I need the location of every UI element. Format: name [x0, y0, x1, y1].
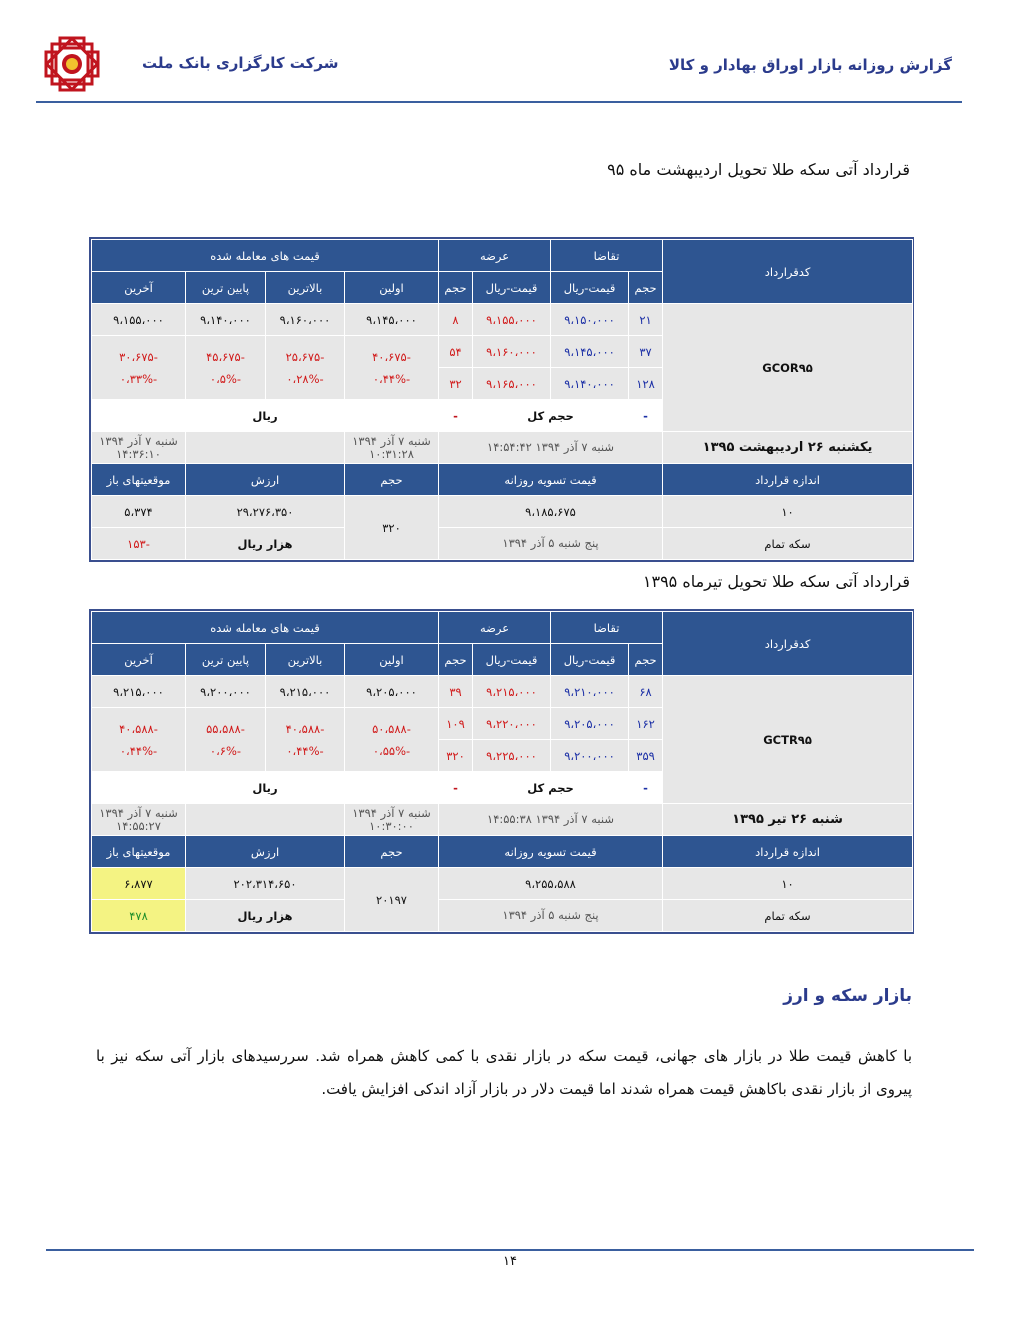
highest-price-header: بالاترین: [266, 644, 345, 676]
lowest-price-change: [186, 336, 266, 400]
ask-volume: ۳۹: [439, 676, 473, 708]
first-price-change: [345, 336, 439, 400]
lowest-price-change: [186, 708, 266, 772]
last-change-percent: -۰،۳۳%: [119, 371, 158, 386]
total-ask-dash: -: [439, 400, 473, 432]
coin-type: سکه تمام: [663, 900, 913, 932]
first-trade-date: شنبه ۷ آذر ۱۳۹۴: [352, 805, 431, 820]
total-volume-label: حجم کل: [473, 400, 629, 432]
bid-price: ۹،۱۵۰،۰۰۰: [551, 304, 629, 336]
trade-value: ۲۰۲،۳۱۴،۶۵۰: [186, 868, 345, 900]
ask-price: ۹،۱۵۵،۰۰۰: [473, 304, 551, 336]
bid-price-header: قیمت-ریال: [551, 644, 629, 676]
first-price-header: اولین: [345, 272, 439, 304]
value-header: ارزش: [186, 464, 345, 496]
contract-size: ۱۰: [663, 868, 913, 900]
lowest-change-percent: -۰،۶%: [209, 743, 242, 758]
highest-change-value: -۲۵،۶۷۵: [285, 349, 325, 364]
value-unit: هزار ریال: [186, 900, 345, 932]
open-positions-header: موقعیتهای باز: [92, 836, 186, 868]
lowest-change-value: -۵۵،۵۸۸: [206, 721, 245, 736]
last-price-change: [92, 708, 186, 772]
maturity-date: شنبه ۲۶ تیر ۱۳۹۵: [663, 804, 913, 836]
first-price-header: اولین: [345, 644, 439, 676]
empty-cell: [186, 432, 345, 464]
bid-volume: ۲۱: [629, 304, 663, 336]
bank-mellat-logo: [40, 32, 104, 96]
highest-price-header: بالاترین: [266, 272, 345, 304]
header-divider: [36, 101, 962, 103]
page-number: ۱۴: [503, 1254, 517, 1269]
ask-volume: ۱۰۹: [439, 708, 473, 740]
bid-volume-header: حجم: [629, 272, 663, 304]
contract-size-header: اندازه قرارداد: [663, 464, 913, 496]
contract-1-title: قرارداد آتی سکه طلا تحویل اردیبهشت ماه ۹۵: [607, 160, 910, 179]
first-price: ۹،۱۴۵،۰۰۰: [345, 304, 439, 336]
lowest-price: ۹،۲۰۰،۰۰۰: [186, 676, 266, 708]
supply-header: عرضه: [439, 240, 551, 272]
last-change-value: -۳۰،۶۷۵: [119, 349, 158, 364]
first-trade-time: [345, 804, 439, 836]
open-positions-change: ۴۷۸: [92, 900, 186, 932]
contract-2-table: [89, 609, 914, 934]
currency-label: ریال: [92, 772, 439, 804]
last-trade-clock: ۱۴:۵۵:۲۷: [116, 818, 161, 833]
demand-header: تقاضا: [551, 240, 663, 272]
supply-header: عرضه: [439, 612, 551, 644]
open-positions-header: موقعیتهای باز: [92, 464, 186, 496]
first-trade-clock: ۱۰:۳۰:۰۰: [369, 818, 414, 833]
first-change-value: -۵۰،۵۸۸: [372, 721, 411, 736]
last-price-change: [92, 336, 186, 400]
highest-price: ۹،۱۶۰،۰۰۰: [266, 304, 345, 336]
first-trade-date: شنبه ۷ آذر ۱۳۹۴: [352, 433, 431, 448]
traded-volume: ۳۲۰: [345, 496, 439, 560]
bid-price: ۹،۲۱۰،۰۰۰: [551, 676, 629, 708]
ask-price: ۹،۱۶۵،۰۰۰: [473, 368, 551, 400]
settlement-header: قیمت تسویه روزانه: [439, 836, 663, 868]
report-title: گزارش روزانه بازار اوراق بهادار و کالا: [668, 56, 952, 74]
contract-code: GCOR۹۵: [663, 304, 913, 432]
lowest-change-value: -۴۵،۶۷۵: [206, 349, 245, 364]
traded-volume-header: حجم: [345, 836, 439, 868]
last-trade-time: [92, 804, 186, 836]
bid-volume-header: حجم: [629, 644, 663, 676]
last-change-value: -۴۰،۵۸۸: [119, 721, 158, 736]
last-trade-time: [92, 432, 186, 464]
value-header: ارزش: [186, 836, 345, 868]
settlement-price: ۹،۲۵۵،۵۸۸: [439, 868, 663, 900]
first-trade-time: [345, 432, 439, 464]
last-price-header: آخرین: [92, 644, 186, 676]
contract-code: GCTR۹۵: [663, 676, 913, 804]
company-name: شرکت کارگزاری بانک ملت: [142, 54, 339, 72]
contract-size-header: اندازه قرارداد: [663, 836, 913, 868]
highest-price: ۹،۲۱۵،۰۰۰: [266, 676, 345, 708]
order-time: شنبه ۷ آذر ۱۳۹۴ ۱۴:۵۵:۳۸: [439, 804, 663, 836]
last-price-header: آخرین: [92, 272, 186, 304]
ask-price: ۹،۲۲۵،۰۰۰: [473, 740, 551, 772]
ask-price: ۹،۲۱۵،۰۰۰: [473, 676, 551, 708]
contract-2-title: قرارداد آتی سکه طلا تحویل تیرماه ۱۳۹۵: [642, 572, 910, 591]
last-trade-date: شنبه ۷ آذر ۱۳۹۴: [99, 433, 178, 448]
ask-price-header: قیمت-ریال: [473, 272, 551, 304]
trade-value: ۲۹،۲۷۶،۳۵۰: [186, 496, 345, 528]
contract-size: ۱۰: [663, 496, 913, 528]
last-price: ۹،۱۵۵،۰۰۰: [92, 304, 186, 336]
first-change-percent: -۰،۵۵%: [372, 743, 411, 758]
bid-volume: ۱۲۸: [629, 368, 663, 400]
highest-change-percent: -۰،۲۸%: [286, 371, 324, 386]
open-positions: ۶،۸۷۷: [92, 868, 186, 900]
coin-type: سکه تمام: [663, 528, 913, 560]
traded-prices-header: قیمت های معامله شده: [92, 240, 439, 272]
first-trade-clock: ۱۰:۳۱:۲۸: [369, 446, 414, 461]
market-paragraph: با کاهش قیمت طلا در بازار های جهانی، قیمت سکه در بازار نقدی با کمی کاهش همراه شد. سررسیدهای بازار آتی سکه نیز با پیروی از بازار نقدی باکاهش قیمت همراه شدند اما قیمت دلار در بازار آزاد اندکی افزایش یافت.: [96, 1047, 912, 1098]
first-price: ۹،۲۰۵،۰۰۰: [345, 676, 439, 708]
highest-change-value: -۴۰،۵۸۸: [285, 721, 325, 736]
settlement-date: پنج شنبه ۵ آذر ۱۳۹۴: [439, 900, 663, 932]
contract-code-header: کدقرارداد: [663, 612, 913, 676]
highest-change-percent: -۰،۴۴%: [286, 743, 324, 758]
bid-price: ۹،۱۴۰،۰۰۰: [551, 368, 629, 400]
bid-volume: ۳۵۹: [629, 740, 663, 772]
ask-volume: ۳۲۰: [439, 740, 473, 772]
open-positions-change: -۱۵۳: [92, 528, 186, 560]
lowest-price: ۹،۱۴۰،۰۰۰: [186, 304, 266, 336]
lowest-price-header: پایین ترین: [186, 644, 266, 676]
ask-price: ۹،۱۶۰،۰۰۰: [473, 336, 551, 368]
total-ask-dash: -: [439, 772, 473, 804]
last-trade-date: شنبه ۷ آذر ۱۳۹۴: [99, 805, 178, 820]
ask-volume: ۳۲: [439, 368, 473, 400]
lowest-price-header: پایین ترین: [186, 272, 266, 304]
bid-volume: ۶۸: [629, 676, 663, 708]
lowest-change-percent: -۰،۵%: [209, 371, 242, 386]
bid-price: ۹،۲۰۰،۰۰۰: [551, 740, 629, 772]
total-volume-label: حجم کل: [473, 772, 629, 804]
ask-volume-header: حجم: [439, 644, 473, 676]
last-price: ۹،۲۱۵،۰۰۰: [92, 676, 186, 708]
ask-price-header: قیمت-ریال: [473, 644, 551, 676]
open-positions: ۵،۳۷۴: [92, 496, 186, 528]
footer-divider: [46, 1249, 974, 1251]
highest-price-change: [266, 336, 345, 400]
traded-prices-header: قیمت های معامله شده: [92, 612, 439, 644]
settlement-date: پنج شنبه ۵ آذر ۱۳۹۴: [439, 528, 663, 560]
bid-volume: ۳۷: [629, 336, 663, 368]
first-change-value: -۴۰،۶۷۵: [372, 349, 411, 364]
total-bid-dash: -: [629, 400, 663, 432]
settlement-price: ۹،۱۸۵،۶۷۵: [439, 496, 663, 528]
highest-price-change: [266, 708, 345, 772]
bid-price: ۹،۱۴۵،۰۰۰: [551, 336, 629, 368]
bid-volume: ۱۶۲: [629, 708, 663, 740]
ask-volume-header: حجم: [439, 272, 473, 304]
ask-volume: ۵۴: [439, 336, 473, 368]
contract-1-table: [89, 237, 914, 562]
traded-volume-header: حجم: [345, 464, 439, 496]
ask-price: ۹،۲۲۰،۰۰۰: [473, 708, 551, 740]
order-time: شنبه ۷ آذر ۱۳۹۴ ۱۴:۵۴:۴۲: [439, 432, 663, 464]
maturity-date: یکشنبه ۲۶ اردیبهشت ۱۳۹۵: [663, 432, 913, 464]
empty-cell: [186, 804, 345, 836]
total-bid-dash: -: [629, 772, 663, 804]
bid-price-header: قیمت-ریال: [551, 272, 629, 304]
value-unit: هزار ریال: [186, 528, 345, 560]
first-change-percent: -۰،۴۴%: [372, 371, 411, 386]
contract-code-header: کدقرارداد: [663, 240, 913, 304]
currency-label: ریال: [92, 400, 439, 432]
bid-price: ۹،۲۰۵،۰۰۰: [551, 708, 629, 740]
ask-volume: ۸: [439, 304, 473, 336]
demand-header: تقاضا: [551, 612, 663, 644]
last-trade-clock: ۱۴:۳۶:۱۰: [116, 446, 161, 461]
settlement-header: قیمت تسویه روزانه: [439, 464, 663, 496]
market-section-title: بازار سکه و ارز: [783, 986, 912, 1006]
first-price-change: [345, 708, 439, 772]
last-change-percent: -۰،۴۴%: [119, 743, 158, 758]
traded-volume: ۲۰۱۹۷: [345, 868, 439, 932]
